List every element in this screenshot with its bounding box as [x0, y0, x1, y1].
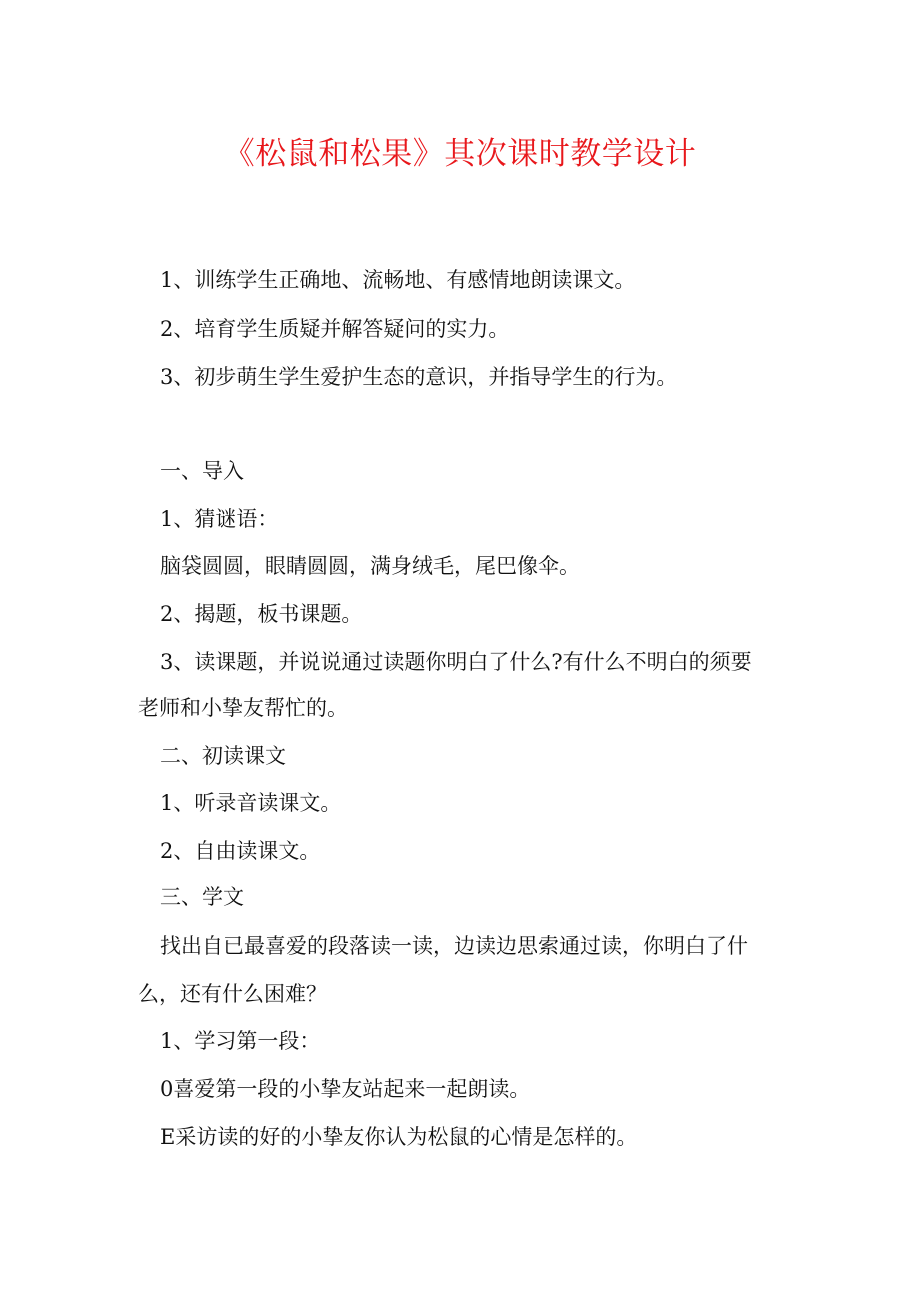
section-heading-first-reading: 二、初读课文 [160, 744, 286, 768]
paragraph-line: 1、听录音读课文。 [160, 791, 342, 815]
paragraph-line: 1、学习第一段： [160, 1029, 321, 1053]
section-heading-study: 三、学文 [160, 885, 244, 909]
paragraph-line: 0喜爱第一段的小挚友站起来一起朗读。 [160, 1077, 531, 1101]
objective-3: 3、初步萌生学生爱护生态的意识，并指导学生的行为。 [160, 365, 678, 389]
paragraph-line: 脑袋圆圆，眼睛圆圆，满身绒毛，尾巴像伞。 [160, 554, 580, 578]
paragraph-line: 老师和小挚友帮忙的。 [138, 696, 348, 720]
paragraph-line: 2、自由读课文。 [160, 839, 321, 863]
paragraph-line: 1、猜谜语： [160, 507, 279, 531]
paragraph-line: 2、揭题，板书课题。 [160, 602, 363, 626]
section-heading-intro: 一、导入 [160, 459, 244, 483]
paragraph-line: 3、读课题，并说说通过读题你明白了什么?有什么不明白的须要 [160, 650, 752, 674]
objective-1: 1、训练学生正确地、流畅地、有感情地朗读课文。 [160, 268, 636, 292]
objective-2: 2、培育学生质疑并解答疑问的实力。 [160, 317, 510, 341]
paragraph-line: E采访读的好的小挚友你认为松鼠的心情是怎样的。 [160, 1125, 638, 1149]
paragraph-line: 找出自已最喜爱的段落读一读，边读边思索通过读，你明白了什 [160, 934, 748, 958]
paragraph-line: 么，还有什么困难？ [138, 982, 327, 1006]
document-title: 《松鼠和松果》其次课时教学设计 [223, 136, 697, 172]
